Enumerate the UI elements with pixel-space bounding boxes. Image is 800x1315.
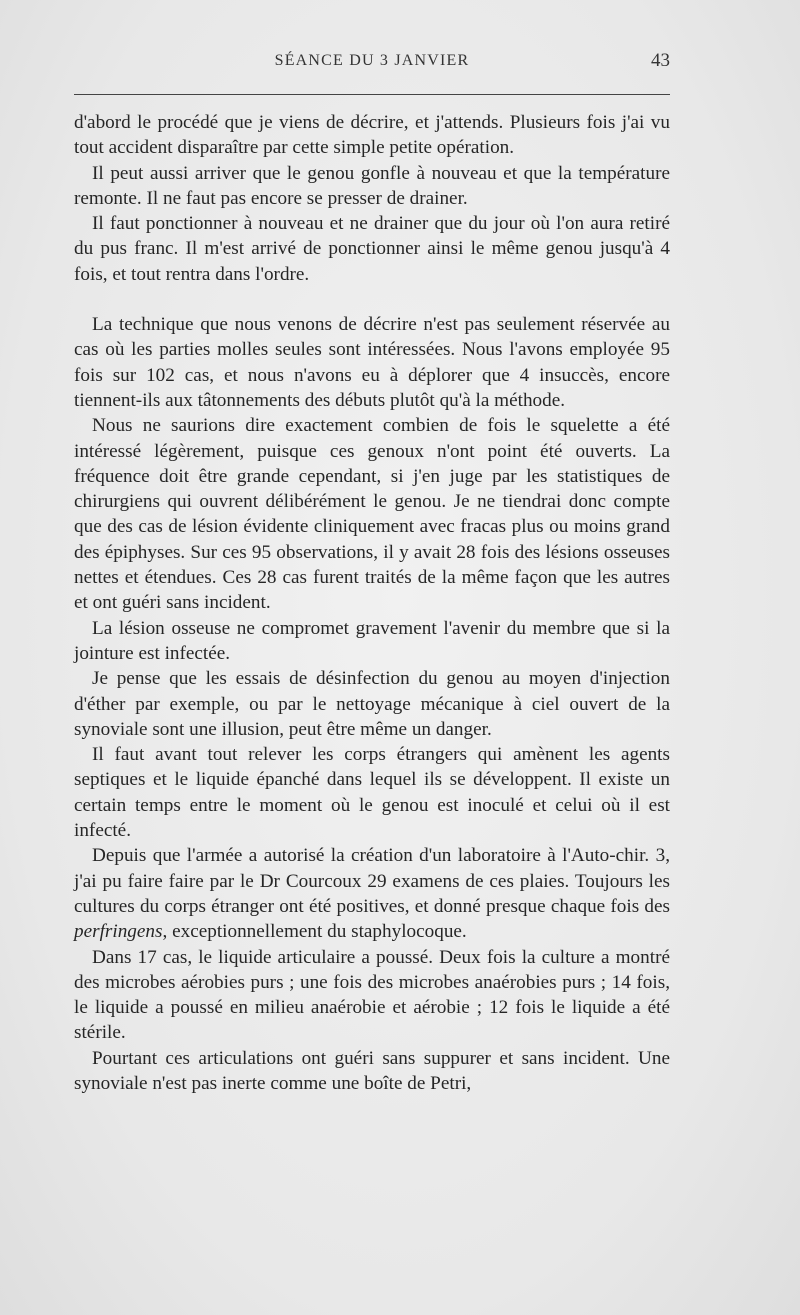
paragraph-text: , exceptionnellement du staphylocoque. — [162, 921, 467, 943]
page-number: 43 — [651, 50, 670, 71]
paragraph-italic-term: perfringens — [74, 921, 163, 943]
running-title: SÉANCE DU 3 JANVIER — [274, 52, 470, 69]
paragraph: Il faut avant tout relever les corps étrangers qui amènent les agents septiques et le liquide épanché dans lequel ils se développent. Il existe un certain temps entre le moment où le genou est inoculé et celui où il est infecté. — [74, 744, 670, 842]
paragraph: Je pense que les essais de désinfection du genou au moyen d'injection d'éther par exemple, ou par le nettoyage mécanique à ciel ouvert de la synoviale sont une illusion, peut être même un danger. — [74, 668, 670, 740]
paragraph: Il faut ponctionner à nouveau et ne drainer que du jour où l'on aura retiré du pus franc. Il m'est arrivé de ponctionner ainsi le même genou jusqu'à 4 fois, et tout rentra dans l'ordre. — [74, 213, 670, 285]
paragraph-section-start: La technique que nous venons de décrire n'est pas seulement réservée au cas où les parties molles seules sont intéressées. Nous l'avons employée 95 fois sur 102 cas, et nous n'avons eu à déplorer que 4 insuccès, encore tiennent-ils aux tâtonnements des débuts plutôt qu'à la méthode. — [74, 314, 670, 411]
paragraph-laboratory — [74, 843, 670, 944]
paragraph: Dans 17 cas, le liquide articulaire a poussé. Deux fois la culture a montré des microbes aérobies purs ; une fois des microbes anaérobies purs ; 14 fois, le liquide a poussé en milieu anaérobie et aérobie ; 12 fois le liquide a été stérile. — [74, 946, 670, 1044]
paragraph: Il peut aussi arriver que le genou gonfle à nouveau et que la température remonte. Il ne faut pas encore se presser de drainer. — [74, 162, 670, 209]
body-text — [74, 110, 670, 1096]
paragraph-continuation: d'abord le procédé que je viens de décrire, et j'attends. Plusieurs fois j'ai vu tout accident disparaître par cette simple petite opération. — [74, 112, 670, 159]
paragraph-text: Depuis que l'armée a autorisé la création d'un laboratoire à l'Auto-chir. 3, j'ai pu faire faire par le Dr Courcoux 29 examens de ces plaies. Toujours les cultures du corps étranger ont été positives, et donné presque chaque fois des — [74, 845, 670, 917]
paragraph: Nous ne saurions dire exactement combien de fois le squelette a été intéressé légèrement, puisque ces genoux n'ont point été ouverts. La fréquence doit être grande cependant, si j'en juge par les statistiques de chirurgiens qui ouvrent délibérément le genou. Je ne tiendrai donc compte que des cas de lésion évidente cliniquement avec fracas plus ou moins grand des épiphyses. Sur ces 95 observations, il y avait 28 fois des lésions osseuses nettes et étendues. Ces 28 cas furent traités de la même façon que les autres et ont guéri sans incident. — [74, 415, 670, 614]
header-rule — [74, 94, 670, 95]
paragraph: La lésion osseuse ne compromet gravement l'avenir du membre que si la jointure est infectée. — [74, 617, 670, 664]
paragraph: Pourtant ces articulations ont guéri sans suppurer et sans incident. Une synoviale n'est pas inerte comme une boîte de Petri, — [74, 1047, 670, 1094]
running-head — [74, 52, 670, 78]
